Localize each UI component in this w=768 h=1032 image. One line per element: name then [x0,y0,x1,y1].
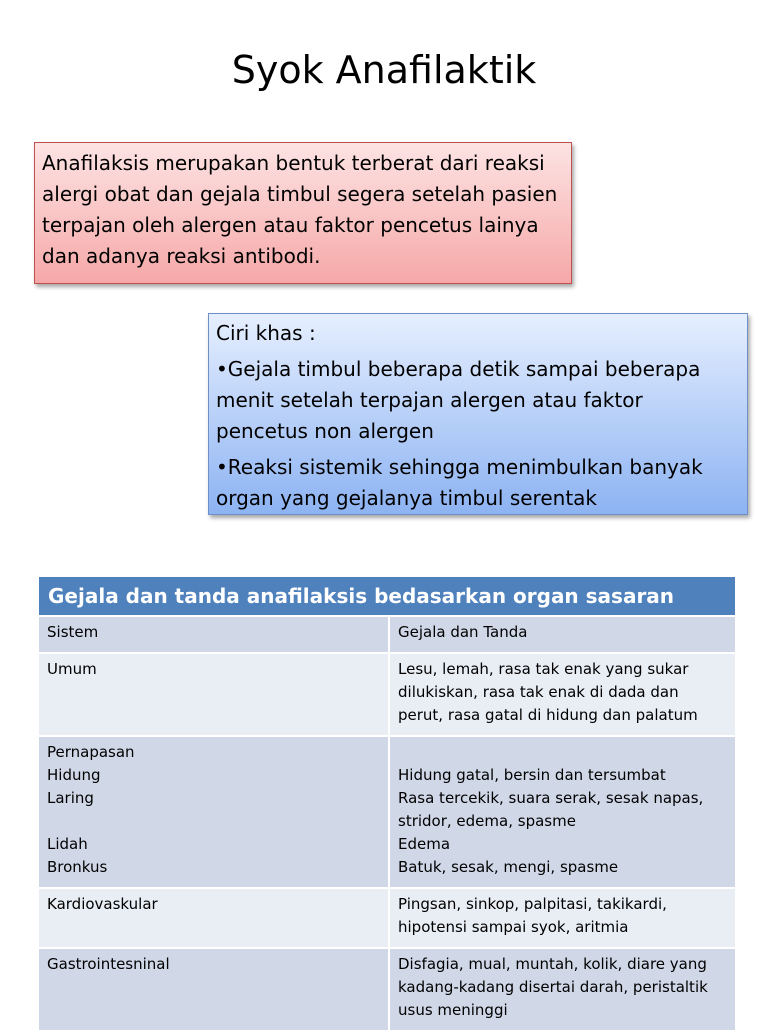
table-row [39,736,735,888]
signs-text: Pingsan, sinkop, palpitasi, takikardi, hipotensi sampai syok, aritmia [398,895,667,936]
system-label: Bronkus [47,858,108,876]
system-cell [39,653,389,736]
features-box [208,313,748,515]
system-label: Gastrointesninal [47,955,170,973]
features-bullet-2: •Reaksi sistemik sehingga menimbulkan banyak organ yang gejalanya timbul serentak [216,455,703,510]
table-row [39,948,735,1031]
signs-text [398,741,727,764]
features-bullet-1: •Gejala timbul beberapa detik sampai beberapa menit setelah terpajan alergen atau faktor pencetus non alergen [216,357,701,443]
system-cell [39,948,389,1031]
signs-text: Rasa tercekik, suara serak, sesak napas, stridor, edema, spasme [398,789,704,830]
signs-cell [389,948,735,1031]
system-label: Lidah [47,835,88,853]
signs-cell [389,736,735,888]
table-row [39,888,735,948]
signs-cell [389,653,735,736]
table-header-row [39,616,735,653]
system-label: Kardiovaskular [47,895,158,913]
signs-text: Lesu, lemah, rasa tak enak yang sukar dilukiskan, rasa tak enak di dada dan perut, rasa gatal di hidung dan palatum [398,660,698,724]
table-title: Gejala dan tanda anafilaksis bedasarkan organ sasaran [39,577,735,616]
table-row [39,653,735,736]
system-label [47,810,380,833]
system-cell [39,888,389,948]
signs-cell [389,888,735,948]
slide-title: Syok Anafilaktik [231,48,537,92]
signs-text: Disfagia, mual, muntah, kolik, diare yang kadang-kadang disertai darah, peristaltik usus meninggi [398,955,708,1019]
organ-symptoms-table [39,577,735,1032]
system-label: Laring [47,789,94,807]
definition-box: Anafilaksis merupakan bentuk terberat dari reaksi alergi obat dan gejala timbul segera setelah pasien terpajan oleh alergen atau faktor pencetus lainya dan adanya reaksi antibodi. [34,142,572,284]
features-heading: Ciri khas : [216,321,316,345]
column-header-signs: Gejala dan Tanda [389,616,735,653]
system-label: Umum [47,660,97,678]
system-cell [39,736,389,888]
column-header-system: Sistem [39,616,389,653]
system-label: Hidung [47,766,101,784]
signs-text: Hidung gatal, bersin dan tersumbat [398,766,666,784]
system-label: Pernapasan [47,743,135,761]
signs-text: Batuk, sesak, mengi, spasme [398,858,619,876]
signs-text: Edema [398,835,451,853]
